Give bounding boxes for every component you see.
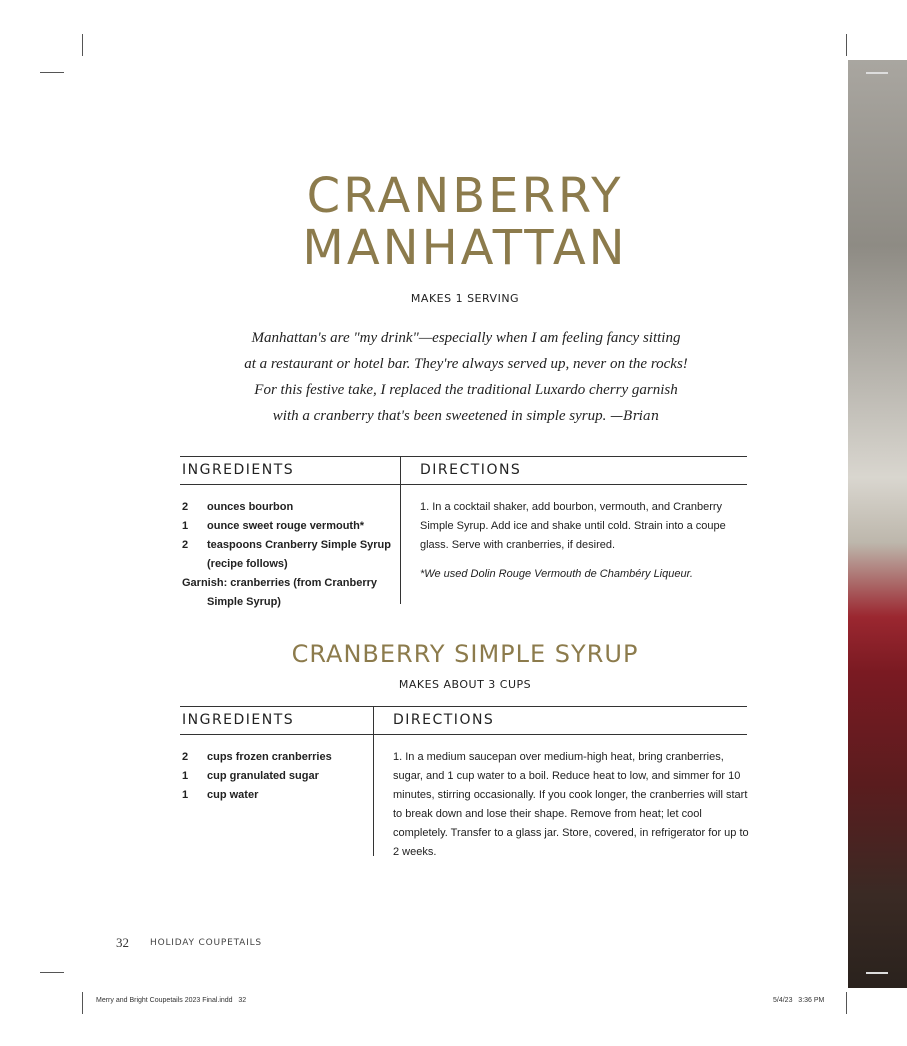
direction-step: 1. In a medium saucepan over medium-high heat, bring cranberries, sugar, and 1 cup water to a boil. Reduce heat to low, and simmer for 10 minutes, stirring occasionally. If you cook longer, the cranberries will start to break down and lose their shape. Remove from heat; let cool completely. Transfer to a glass jar. Store, covered, in refrigerator for up to 2 weeks.: [393, 751, 749, 858]
recipe2-top-rule: [180, 706, 747, 707]
intro-line-3: For this festive take, I replaced the traditional Luxardo cherry garnish: [254, 382, 678, 398]
recipe-title-line2: MANHATTAN: [302, 220, 628, 276]
recipe2-ingredients-heading: INGREDIENTS: [182, 712, 295, 728]
crop-mark-top-left-h: [40, 72, 64, 73]
recipe2-column-divider: [373, 706, 374, 856]
recipe-title-line1: CRANBERRY: [306, 168, 624, 224]
recipe1-header-rule: [180, 484, 747, 485]
intro-line-1: Manhattan's are "my drink"—especially when I am feeling fancy sitting: [251, 330, 681, 346]
ingredient-row: 2 cups frozen cranberries: [182, 751, 332, 763]
recipe2-header-rule: [180, 734, 747, 735]
ingredient-row: 2 teaspoons Cranberry Simple Syrup (recipe follows): [182, 539, 391, 570]
recipe2-directions-heading: DIRECTIONS: [393, 712, 495, 728]
subrecipe-title: CRANBERRY SIMPLE SYRUP: [291, 640, 639, 668]
ingredient-row: 1 cup granulated sugar: [182, 770, 319, 782]
recipe-intro: [190, 325, 742, 430]
intro-line-4: [190, 403, 742, 430]
ingredient-row: 1 ounce sweet rouge vermouth*: [182, 520, 365, 532]
intro-line-4-text: with a cranberry that's been sweetened in simple syrup.: [272, 408, 607, 424]
recipe2-directions: [393, 748, 751, 862]
recipe1-directions: [420, 498, 750, 584]
crop-mark-bottom-left-h: [40, 972, 64, 973]
recipe1-top-rule: [180, 456, 747, 457]
crop-mark-photo-bottom: [866, 972, 888, 974]
crop-mark-bottom-right-v: [846, 992, 847, 1014]
slug-filename: Merry and Bright Coupetails 2023 Final.indd 32: [96, 997, 247, 1004]
crop-mark-top-right-v: [846, 34, 847, 56]
recipe-servings: MAKES 1 SERVING: [410, 292, 520, 305]
intro-line-2: at a restaurant or hotel bar. They're always served up, never on the rocks!: [244, 356, 688, 372]
recipe1-column-divider: [400, 456, 401, 604]
ingredient-row: 1 cup water: [182, 789, 259, 801]
slug-timestamp: 5/4/23 3:36 PM: [773, 997, 825, 1004]
cocktail-photo-edge: [848, 60, 907, 988]
recipe1-ingredient-list: [182, 498, 392, 612]
recipe1-directions-heading: DIRECTIONS: [420, 462, 522, 478]
garnish-line: Garnish: cranberries (from Cranberry Simple Syrup): [182, 577, 378, 608]
page-number: 32: [116, 935, 129, 950]
author-signature: —Brian: [610, 409, 660, 424]
crop-mark-photo-top: [866, 72, 888, 74]
vermouth-footnote: *We used Dolin Rouge Vermouth de Chambéry Liqueur.: [420, 568, 693, 580]
crop-mark-bottom-left-v: [82, 992, 83, 1014]
ingredient-row: 2 ounces bourbon: [182, 501, 294, 513]
crop-mark-top-left-v: [82, 34, 83, 56]
recipe2-ingredient-list: [182, 748, 367, 805]
recipe1-ingredients-heading: INGREDIENTS: [182, 462, 295, 478]
subrecipe-servings: MAKES ABOUT 3 CUPS: [398, 678, 532, 691]
book-title: HOLIDAY COUPETAILS: [150, 938, 262, 948]
direction-step: 1. In a cocktail shaker, add bourbon, vermouth, and Cranberry Simple Syrup. Add ice and shake until cold. Strain into a coupe glass. Serve with cranberries, if desired.: [420, 501, 726, 551]
